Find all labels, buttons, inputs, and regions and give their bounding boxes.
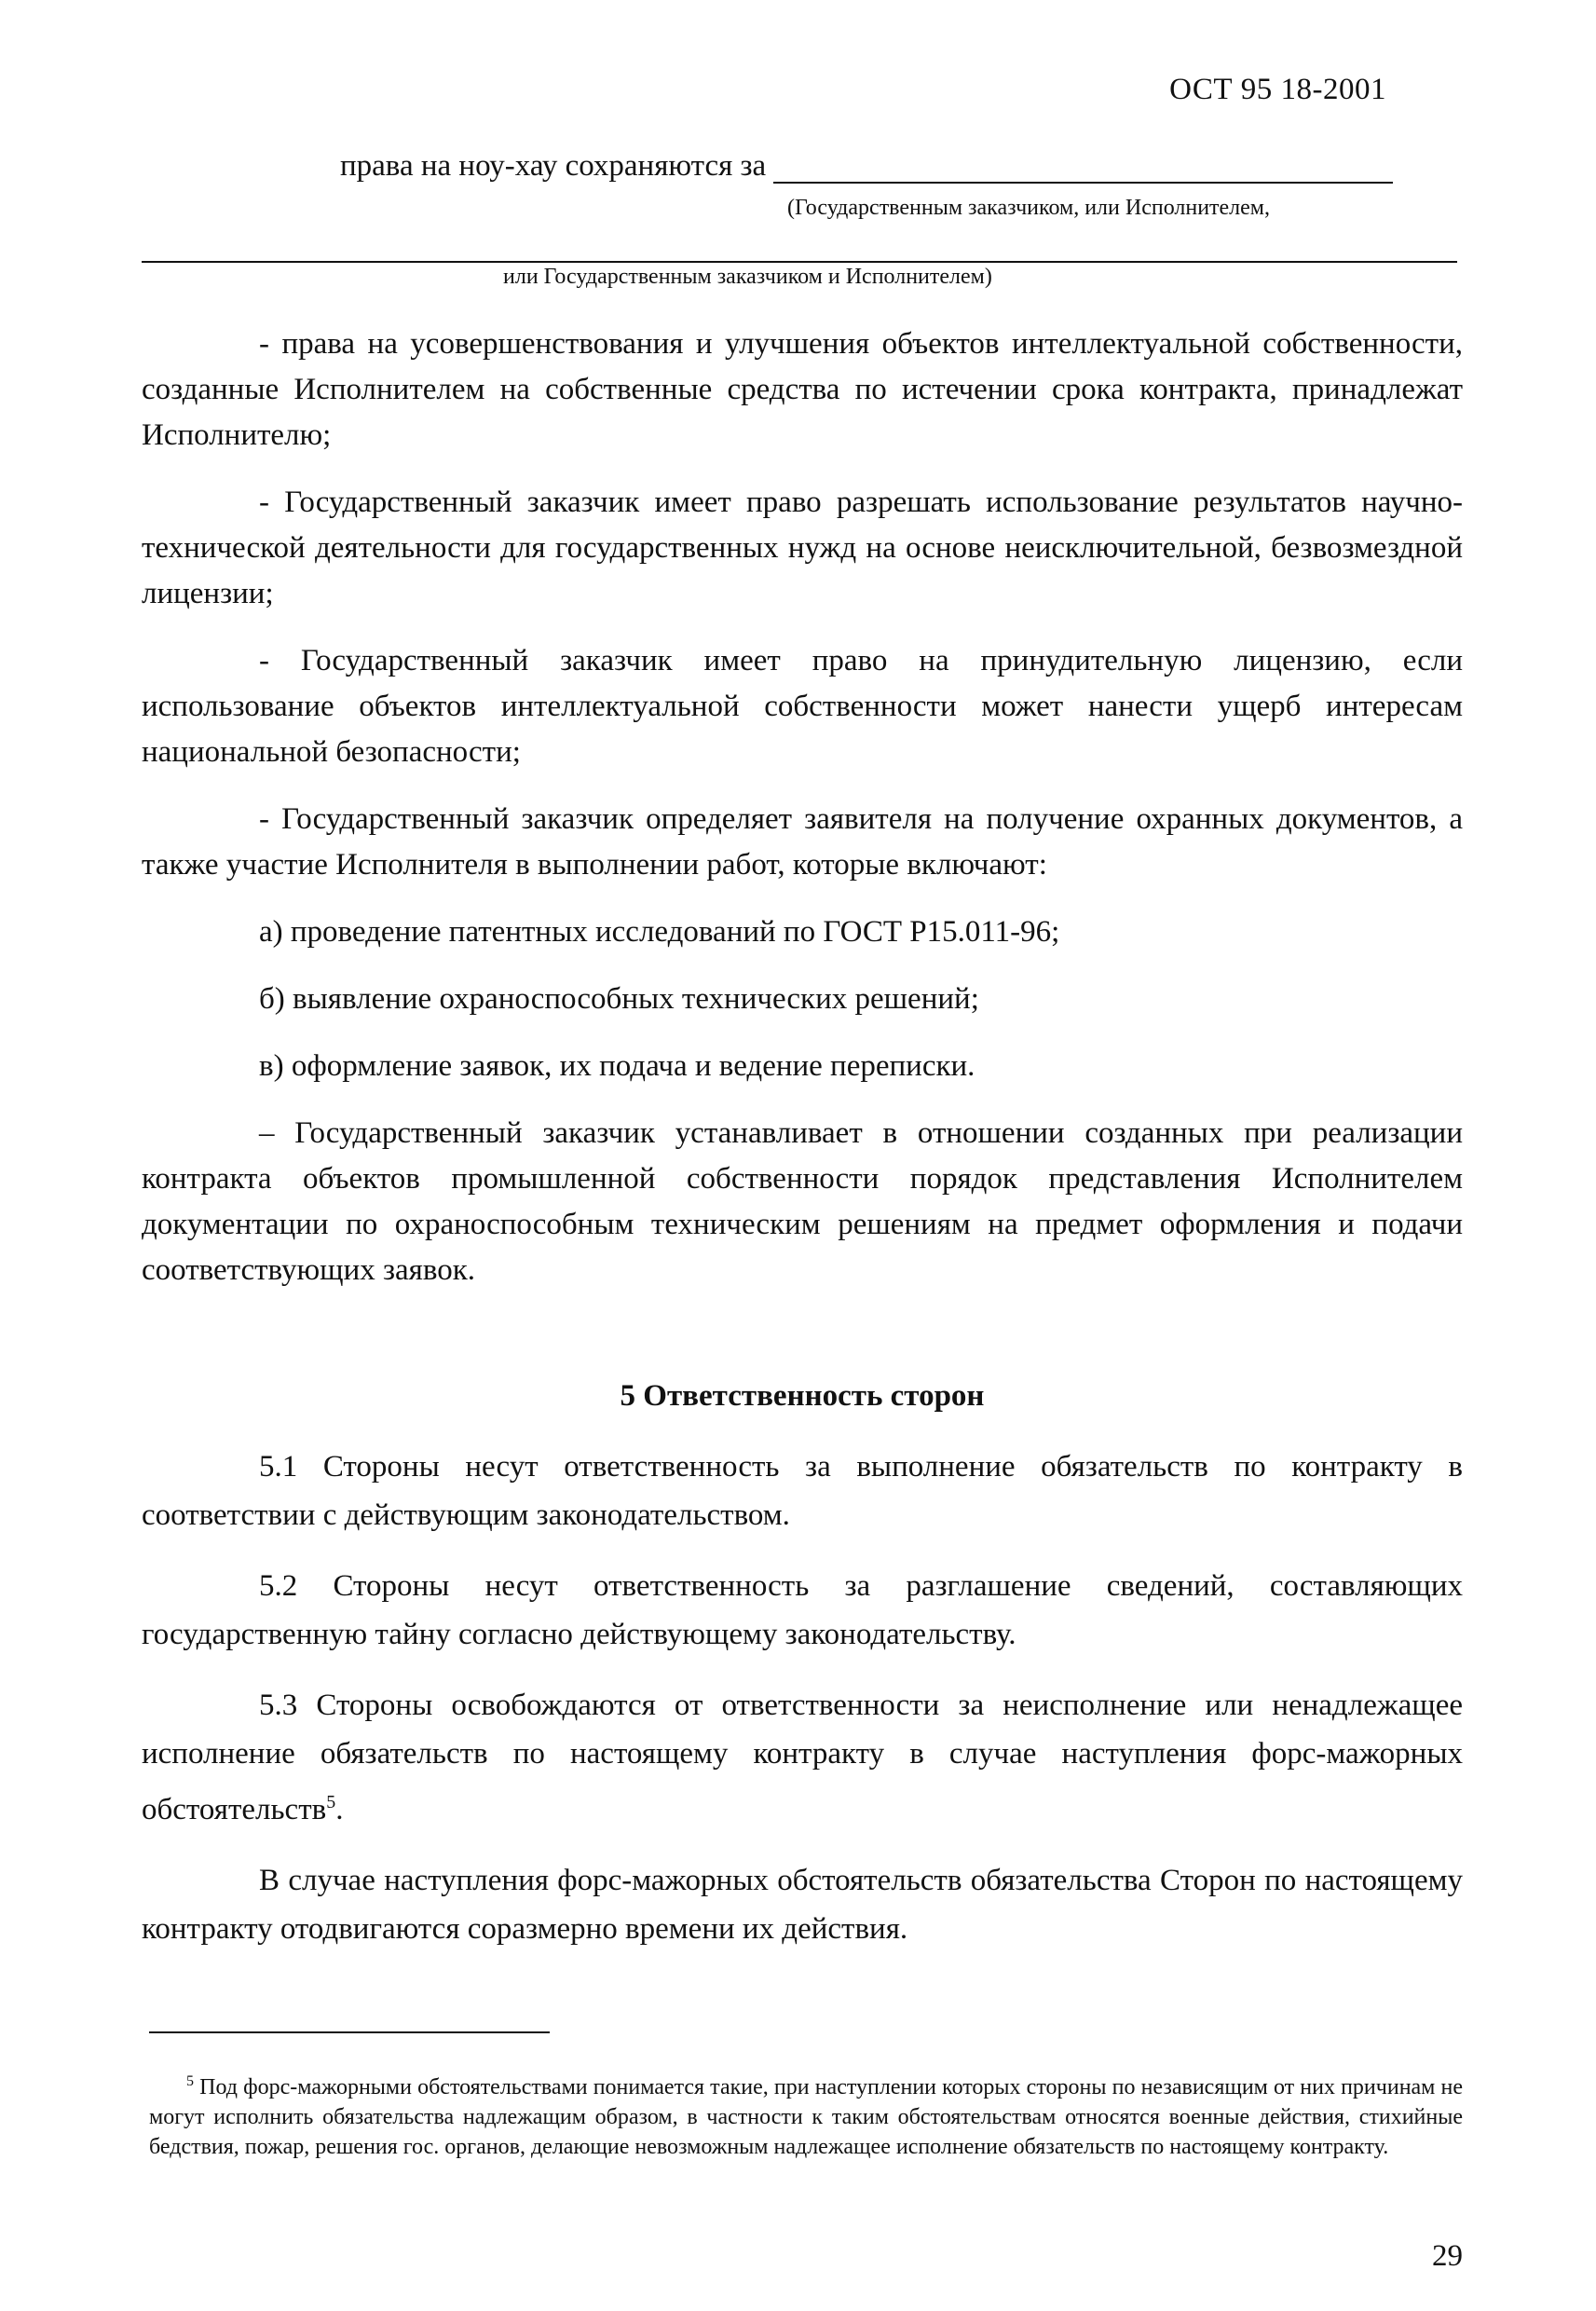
fill-in-hint-line2: или Государственным заказчиком и Исполнителем)	[503, 265, 992, 289]
footnote-reference: 5	[326, 1792, 336, 1812]
list-item: в) оформление заявок, их подача и ведение переписки.	[259, 1049, 975, 1083]
footnote-mark: 5	[186, 2073, 194, 2089]
document-code: ОСТ 95 18-2001	[1169, 73, 1386, 106]
fill-in-lead: права на ноу-хау сохраняются за	[340, 149, 767, 183]
fill-in-hint-line1: (Государственным заказчиком, или Исполнителем,	[787, 196, 1270, 220]
clause-5-3-text: 5.3 Стороны освобождаются от ответственности за неисполнение или ненадлежащее исполнение обязательств по настоящему контракту в случае наступления форс-мажорных обстоятельств	[142, 1689, 1463, 1826]
fill-in-blank-line	[773, 157, 1393, 184]
body-text	[142, 321, 1463, 1315]
clause-5-3-continuation: В случае наступления форс-мажорных обстоятельств обязательства Сторон по настоящему контракту отодвигаются соразмерно времени их действия.	[142, 1864, 1463, 1946]
section-title: 5 Ответственность сторон	[620, 1379, 985, 1413]
paragraph: - права на усовершенствования и улучшения объектов интеллектуальной собственности, созданные Исполнителем на собственные средства по истечении срока контракта, принадлежат Исполнителю;	[142, 327, 1463, 452]
page-number: 29	[1432, 2239, 1463, 2273]
footnote-separator	[149, 2031, 550, 2033]
clause-5-2: 5.2 Стороны несут ответственность за разглашение сведений, составляющих государственную тайну согласно действующему законодательству.	[142, 1569, 1463, 1651]
paragraph: - Государственный заказчик имеет право разрешать использование результатов научно-технической деятельности для государственных нужд на основе неисключительной, безвозмездной лицензии;	[142, 485, 1463, 610]
fill-in-second-line	[142, 261, 1457, 263]
clause-5-3-end: .	[335, 1793, 344, 1826]
paragraph: - Государственный заказчик определяет заявителя на получение охранных документов, а также участие Исполнителя в выполнении работ, которые включают:	[142, 802, 1463, 882]
list-item: б) выявление охраноспособных технических решений;	[259, 982, 979, 1016]
footnote-text: Под форс-мажорными обстоятельствами понимается такие, при наступлении которых стороны по независящим от них причинам не могут исполнить обязательства надлежащим образом, в частности к таким обстоятельствам относятся военные действия, стихийные бедствия, пожар, решения гос. органов, делающие невозможным надлежащее исполнение обязательств по настоящему контракту.	[149, 2075, 1463, 2159]
section-5	[142, 1372, 1463, 1976]
paragraph: - Государственный заказчик имеет право на принудительную лицензию, если использование объектов интеллектуальной собственности может нанести ущерб интересам национальной безопасности;	[142, 644, 1463, 769]
clause-5-1: 5.1 Стороны несут ответственность за выполнение обязательств по контракту в соответствии с действующим законодательством.	[142, 1450, 1463, 1532]
paragraph: – Государственный заказчик устанавливает в отношении созданных при реализации контракта объектов промышленной собственности порядок представления Исполнителем документации по охраноспособным техническим решениям на предмет оформления и подачи соответствующих заявок.	[142, 1116, 1463, 1287]
list-item: а) проведение патентных исследований по ГОСТ Р15.011-96;	[259, 915, 1060, 949]
clause-5-3	[142, 1681, 1463, 1834]
footnote	[149, 2067, 1463, 2162]
fill-in-row	[340, 149, 1393, 184]
